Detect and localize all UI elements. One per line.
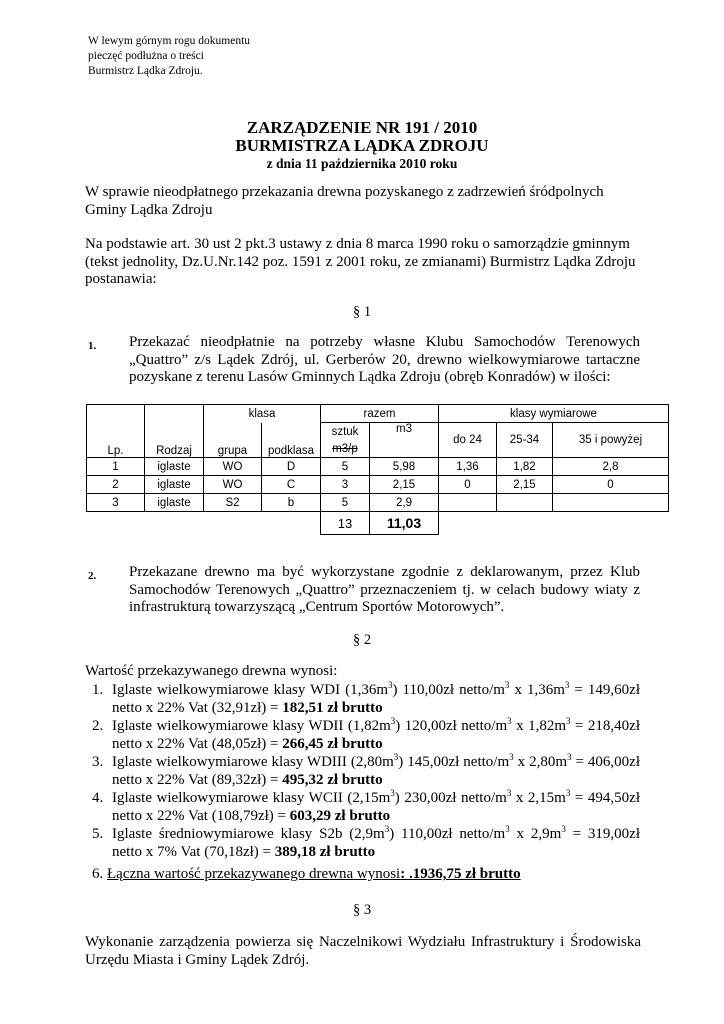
superscript: 3: [384, 824, 390, 834]
list-item-text: Iglaste wielkowymiarowe klasy WDI (1,36m: [112, 682, 389, 698]
superscript: 3: [509, 752, 514, 762]
header-25-34: 25-34: [497, 423, 553, 458]
cell-grupa: WO: [204, 458, 262, 476]
cell-m3: 2,9: [370, 494, 439, 512]
header-podklasa: podklasa: [262, 423, 321, 458]
cell-lp: 2: [87, 476, 145, 494]
list-item-number: 1.: [92, 682, 104, 698]
superscript: 3: [565, 788, 571, 798]
list-item-amount: 603,29 zł brutto: [289, 808, 391, 824]
list-item-number: 5.: [92, 826, 104, 842]
cell-35-i-powyzej: 0: [553, 476, 669, 494]
legal-basis-paragraph: Na podstawie art. 30 ust 2 pkt.3 ustawy z dnia 8 marca 1990 roku o samorządzie gminnym (tekst jednolity, Dz.U.Nr.142 poz. 1591 z 2001 roku, ze zmianami) Burmistrz Lądka Zdroju postanawia:: [85, 236, 636, 287]
superscript: 3: [507, 716, 512, 726]
table-row: [87, 458, 669, 476]
cell-sztuk: 3: [321, 476, 370, 494]
list-item-text: Iglaste średniowymiarowe klasy S2b (2,9m: [112, 826, 385, 842]
cell-podklasa: C: [262, 476, 321, 494]
list-item: [92, 789, 640, 825]
list-item: [92, 825, 640, 861]
document-authority: BURMISTRZA LĄDKA ZDROJU: [235, 136, 489, 155]
cell-25-34: 2,15: [497, 476, 553, 494]
header-lp: Lp.: [87, 405, 145, 458]
list-item-text: = 406,00zł netto x 22% Vat (89,32zł) =: [112, 754, 640, 788]
list-item-text: Iglaste wielkowymiarowe klasy WCII (2,15m: [112, 790, 391, 806]
list-item: [92, 753, 640, 789]
superscript: 3: [506, 788, 512, 798]
cell-grupa: S2: [204, 494, 262, 512]
list-item-text: = 149,60zł netto x 22% Vat (32,91zł) =: [112, 682, 640, 716]
item-number: 1.: [88, 340, 97, 352]
header-razem: razem: [321, 405, 439, 423]
stamp-note-line: W lewym górnym rogu dokumentu: [88, 35, 251, 47]
cell-lp: 1: [87, 458, 145, 476]
superscript: 3: [388, 680, 393, 690]
list-item-text: x 1,36m: [509, 682, 565, 698]
value-list: [92, 681, 640, 861]
cell-lp: 3: [87, 494, 145, 512]
list-item-text: ) 120,00zł netto/m: [395, 718, 508, 734]
item-1-text: Przekazać nieodpłatnie na potrzeby własne Klubu Samochodów Terenowych „Quattro” z/s Lądek Zdrój, ul. Gerberów 20, drewno wielkowymiarowe tartaczne pozyskane z terenu Lasów Gminnych Lądka Zdroju (obręb Konradów) w ilości:: [129, 334, 640, 385]
superscript: 3: [504, 680, 510, 690]
list-item: [92, 681, 640, 717]
list-item-text: x 1,82m: [511, 718, 567, 734]
list-item-text: x 2,15m: [511, 790, 566, 806]
header-m3p: m3/p: [321, 440, 370, 458]
header-klasy-wymiarowe: klasy wymiarowe: [439, 405, 669, 423]
list-item-text: ) 110,00zł netto/m: [389, 826, 506, 842]
section-1-mark: § 1: [352, 304, 372, 320]
cell-rodzaj: iglaste: [145, 494, 204, 512]
list-item-number: 3.: [92, 754, 104, 770]
stamp-note-line: pieczęć podłużna o treści: [88, 50, 204, 62]
cell-m3: 2,15: [370, 476, 439, 494]
cell-35-i-powyzej: 2,8: [553, 458, 669, 476]
list-item-text: = 218,40zł netto x 22% Vat (48,05zł) =: [112, 718, 640, 752]
list-item-amount: 495,32 zł brutto: [282, 772, 383, 788]
section-3-text: Wykonanie zarządzenia powierza się Naczelnikowi Wydziału Infrastruktury i Środowiska Urzędu Miasta i Gminy Lądek Zdrój.: [85, 934, 641, 968]
superscript: 3: [390, 716, 396, 726]
superscript: 3: [566, 716, 571, 726]
total-number: 6.: [92, 866, 104, 882]
stamp-note-line: Burmistrz Lądka Zdroju.: [88, 65, 203, 77]
section-2-intro: Wartość przekazywanego drewna wynosi:: [85, 663, 338, 679]
table-row: [87, 494, 669, 512]
document-title: ZARZĄDZENIE NR 191 / 2010: [246, 118, 478, 137]
list-item-text: = 319,00zł netto x 7% Vat (70,18zł) =: [112, 826, 641, 860]
total-sztuk: 13: [321, 512, 370, 535]
cell-25-34: [497, 494, 553, 512]
superscript: 3: [393, 752, 399, 762]
header-klasa: klasa: [204, 405, 321, 423]
superscript: 3: [567, 752, 572, 762]
item-number: 2.: [88, 570, 97, 582]
list-item-text: = 494,50zł netto x 22% Vat (108,79zł) =: [112, 790, 640, 824]
header-m3: m3: [370, 423, 439, 458]
cell-do-24: 0: [439, 476, 497, 494]
cell-grupa: WO: [204, 476, 262, 494]
header-rodzaj: Rodzaj: [145, 405, 204, 458]
superscript: 3: [390, 788, 395, 798]
total-value-line: [92, 866, 521, 883]
list-item-amount: 389,18 zł brutto: [274, 844, 376, 860]
cell-35-i-powyzej: [553, 494, 669, 512]
list-item-amount: 182,51 zł brutto: [282, 700, 383, 716]
cell-m3: 5,98: [370, 458, 439, 476]
list-item-text: Iglaste wielkowymiarowe klasy WDII (1,82m: [112, 718, 391, 734]
stamp-note: [88, 34, 250, 79]
list-item-text: x 2,80m: [513, 754, 568, 770]
cell-podklasa: b: [262, 494, 321, 512]
cell-sztuk: 5: [321, 458, 370, 476]
section-2-mark: § 2: [352, 632, 372, 648]
item-2-text: Przekazane drewno ma być wykorzystane zgodnie z deklarowanym, przez Klub Samochodów Terenowych „Quattro” przeznaczeniem tj. w celach budowy wiaty z infrastrukturą towarzyszącą „Centrum Sportów Motorowych”.: [129, 564, 640, 615]
cell-do-24: 1,36: [439, 458, 497, 476]
header-sztuk: sztuk: [321, 423, 370, 441]
cell-do-24: [439, 494, 497, 512]
document-date: z dnia 11 października 2010 roku: [266, 156, 458, 171]
header-do-24: do 24: [439, 423, 497, 458]
table-row: [87, 476, 669, 494]
list-item-text: ) 230,00zł netto/m: [394, 790, 507, 806]
header-grupa: grupa: [204, 423, 262, 458]
superscript: 3: [564, 680, 570, 690]
list-item: [92, 717, 640, 753]
cell-rodzaj: iglaste: [145, 476, 204, 494]
subject-paragraph: W sprawie nieodpłatnego przekazania drewna pozyskanego z zadrzewień śródpolnych Gminy Lądka Zdroju: [85, 184, 604, 218]
list-item-number: 4.: [92, 790, 104, 806]
wood-table: [86, 404, 669, 535]
cell-25-34: 1,82: [497, 458, 553, 476]
list-item-text: ) 110,00zł netto/m: [392, 682, 505, 698]
total-m3: 11,03: [370, 512, 439, 535]
cell-podklasa: D: [262, 458, 321, 476]
list-item-text: Iglaste wielkowymiarowe klasy WDIII (2,80m: [112, 754, 394, 770]
list-item-text: x 2,9m: [509, 826, 562, 842]
cell-sztuk: 5: [321, 494, 370, 512]
list-item-amount: 266,45 zł brutto: [282, 736, 383, 752]
list-item-number: 2.: [92, 718, 104, 734]
list-item-text: ) 145,00zł netto/m: [398, 754, 510, 770]
cell-rodzaj: iglaste: [145, 458, 204, 476]
superscript: 3: [561, 824, 566, 834]
section-3-mark: § 3: [352, 902, 372, 918]
header-35-i-powyzej: 35 i powyżej: [553, 423, 669, 458]
total-amount: : .1936,75 zł brutto: [400, 866, 521, 882]
total-label: Łączna wartość przekazywanego drewna wynosi: .1936,75 zł brutto: [107, 866, 521, 882]
superscript: 3: [505, 824, 510, 834]
